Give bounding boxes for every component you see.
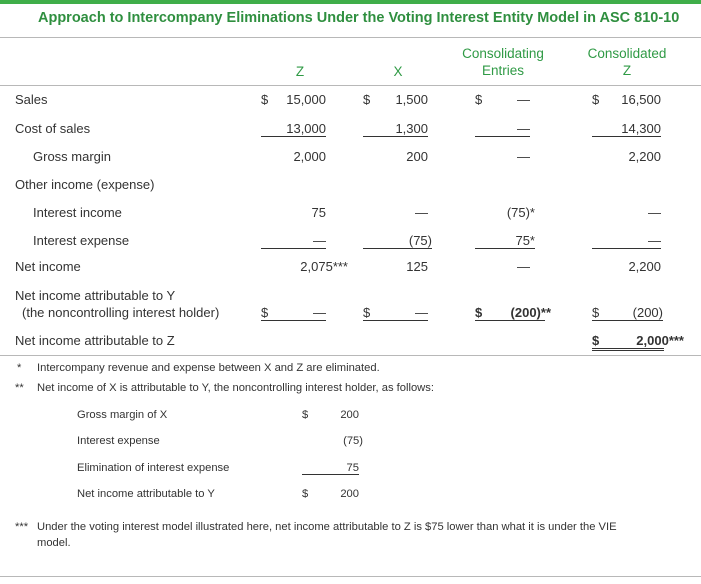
cell-nci-z: —	[313, 305, 326, 320]
cell-int-exp-z: —	[261, 233, 326, 249]
cell-int-exp-x: (75)	[363, 233, 432, 249]
sub-label: Interest expense	[77, 435, 160, 447]
row-label-nci-2: (the noncontrolling interest holder)	[22, 305, 220, 320]
sub-label: Elimination of interest expense	[77, 462, 230, 474]
cell-cost-ce: —	[475, 121, 530, 137]
cell-nci-x: —	[415, 305, 428, 320]
sub-sym: $	[302, 488, 309, 500]
col-header-consolidating-1: Consolidating	[462, 46, 544, 61]
cell-sales-cz: 16,500	[621, 92, 661, 107]
cell-nci-x-sym: $	[363, 305, 428, 321]
sub-value: (75)	[343, 435, 363, 447]
cell-sales-x: 1,500	[395, 92, 428, 107]
cell-int-inc-ce: (75)*	[506, 205, 535, 220]
title-divider	[0, 37, 701, 38]
cell-net-ce: —	[517, 259, 530, 274]
row-label-nci-1: Net income attributable to Y	[15, 288, 176, 303]
cell-gross-ce: —	[517, 149, 530, 164]
cell-toz-cz-sym: $	[592, 333, 664, 351]
footnote-1-mark: *	[17, 362, 22, 374]
col-header-x: X	[393, 64, 403, 79]
cell-net-z: 2,075***	[300, 259, 348, 274]
sub-value: 75	[302, 462, 359, 475]
notes-divider	[0, 355, 701, 356]
col-header-consolidating-2: Entries	[481, 63, 525, 78]
cell-gross-cz: 2,200	[628, 149, 661, 164]
row-label-net-income: Net income	[15, 259, 81, 274]
sub-label: Gross margin of X	[77, 409, 168, 421]
dollar-sign: $	[261, 92, 269, 107]
cell-sales-z: 15,000	[286, 92, 326, 107]
footnote-2-mark: **	[15, 382, 24, 394]
dollar-sign: $	[475, 92, 483, 107]
footnote-1: Intercompany revenue and expense between X and Z are eliminated.	[37, 362, 380, 374]
row-label-sales: Sales	[15, 92, 48, 107]
sub-sym: $	[302, 409, 309, 421]
cell-nci-z-sym: $	[261, 305, 326, 321]
cell-gross-z: 2,000	[293, 149, 326, 164]
row-label-cost-of-sales: Cost of sales	[15, 121, 91, 136]
col-header-z: Z	[295, 64, 305, 79]
cell-nci-ce: (200)**	[510, 305, 551, 320]
row-label-gross-margin: Gross margin	[33, 149, 112, 164]
sub-value: 200	[340, 488, 359, 500]
table-title: Approach to Intercompany Eliminations Under the Voting Interest Entity Model in ASC 810-10	[38, 10, 680, 26]
footnote-3-continued: model.	[37, 537, 71, 549]
dollar-sign: $	[363, 92, 371, 107]
bottom-divider	[0, 576, 701, 577]
footnote-2: Net income of X is attributable to Y, the noncontrolling interest holder, as follows:	[37, 382, 434, 394]
cell-int-exp-cz: —	[592, 233, 661, 249]
cell-net-x: 125	[406, 259, 428, 274]
footnote-3: Under the voting interest model illustrated here, net income attributable to Z is $75 lower than what it is under the VIE	[37, 521, 617, 533]
top-accent-bar	[0, 0, 701, 4]
cell-int-inc-x: —	[415, 205, 428, 220]
cell-int-exp-ce: 75*	[475, 233, 535, 249]
row-label-other-income: Other income (expense)	[15, 177, 155, 192]
header-divider	[0, 85, 701, 86]
cell-int-inc-z: 75	[311, 205, 326, 220]
cell-nci-cz: (200)	[632, 305, 663, 320]
cell-sales-ce: —	[517, 92, 530, 107]
sub-label: Net income attributable to Y	[77, 488, 215, 500]
row-label-interest-income: Interest income	[33, 205, 122, 220]
cell-cost-z: 13,000	[261, 121, 326, 137]
cell-toz-cz: 2,000***	[636, 333, 684, 348]
col-header-consolidated-1: Consolidated	[587, 46, 667, 61]
cell-nci-cz-sym: $	[592, 305, 663, 321]
cell-int-inc-cz: —	[648, 205, 661, 220]
cell-gross-x: 200	[406, 149, 428, 164]
footnote-3-mark: ***	[15, 521, 29, 533]
row-label-attributable-to-z: Net income attributable to Z	[15, 333, 175, 348]
cell-cost-x: 1,300	[363, 121, 428, 137]
cell-net-cz: 2,200	[628, 259, 661, 274]
cell-cost-cz: 14,300	[592, 121, 661, 137]
cell-nci-ce-sym: $	[475, 305, 545, 321]
sub-value: 200	[340, 409, 359, 421]
dollar-sign: $	[592, 92, 600, 107]
row-label-interest-expense: Interest expense	[33, 233, 130, 248]
col-header-consolidated-2: Z	[622, 63, 632, 78]
